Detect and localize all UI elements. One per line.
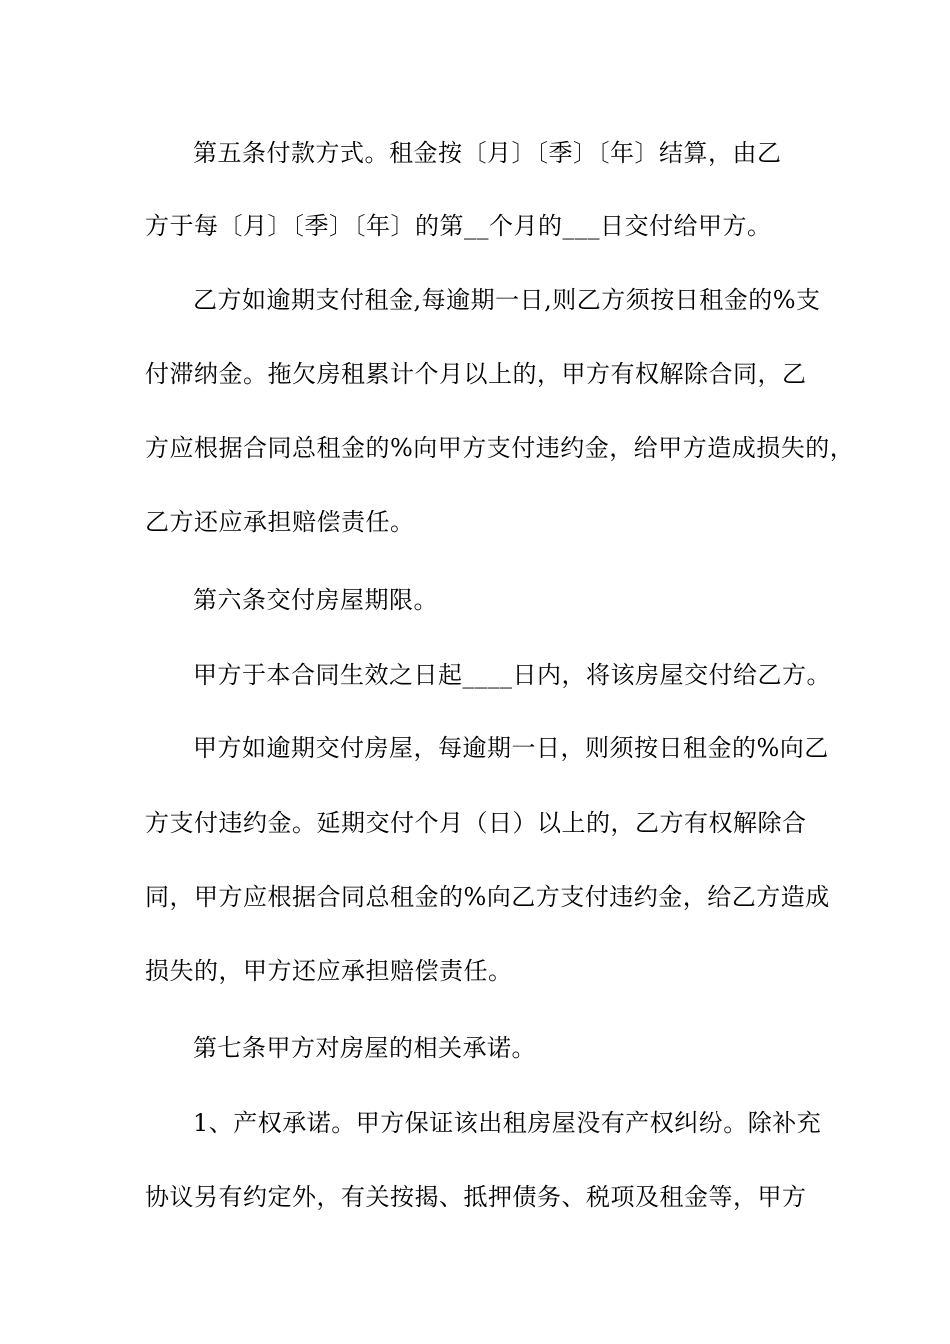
paragraph-line: 方应根据合同总租金的%向甲方支付违约金，给甲方造成损失的，	[145, 434, 855, 462]
paragraph-line: 协议另有约定外，有关按揭、抵押债务、税项及租金等，甲方	[145, 1183, 807, 1211]
paragraph-line: 方于每〔月〕〔季〕〔年〕的第__个月的___日交付给甲方。	[145, 212, 772, 240]
paragraph-line: 损失的，甲方还应承担赔偿责任。	[145, 957, 513, 985]
paragraph-line: 乙方如逾期支付租金,每逾期一日,则乙方须按日租金的%支	[193, 286, 821, 314]
section-heading: 第七条甲方对房屋的相关承诺。	[193, 1034, 536, 1062]
paragraph-line: 第五条付款方式。租金按〔月〕〔季〕〔年〕结算，由乙	[193, 139, 782, 167]
paragraph-line: 乙方还应承担赔偿责任。	[145, 508, 415, 536]
paragraph-line: 甲方如逾期交付房屋，每逾期一日，则须按日租金的%向乙	[193, 734, 829, 762]
section-heading: 第六条交付房屋期限。	[193, 586, 438, 614]
paragraph-line: 甲方于本合同生效之日起____日内，将该房屋交付给乙方。	[193, 661, 831, 689]
paragraph-line: 付滞纳金。拖欠房租累计个月以上的，甲方有权解除合同，乙	[145, 360, 807, 388]
paragraph-line: 同，甲方应根据合同总租金的%向乙方支付违约金，给乙方造成	[145, 883, 830, 911]
paragraph-line: 1、产权承诺。甲方保证该出租房屋没有产权纠纷。除补充	[193, 1109, 822, 1137]
paragraph-line: 方支付违约金。延期交付个月（日）以上的，乙方有权解除合	[145, 809, 807, 837]
